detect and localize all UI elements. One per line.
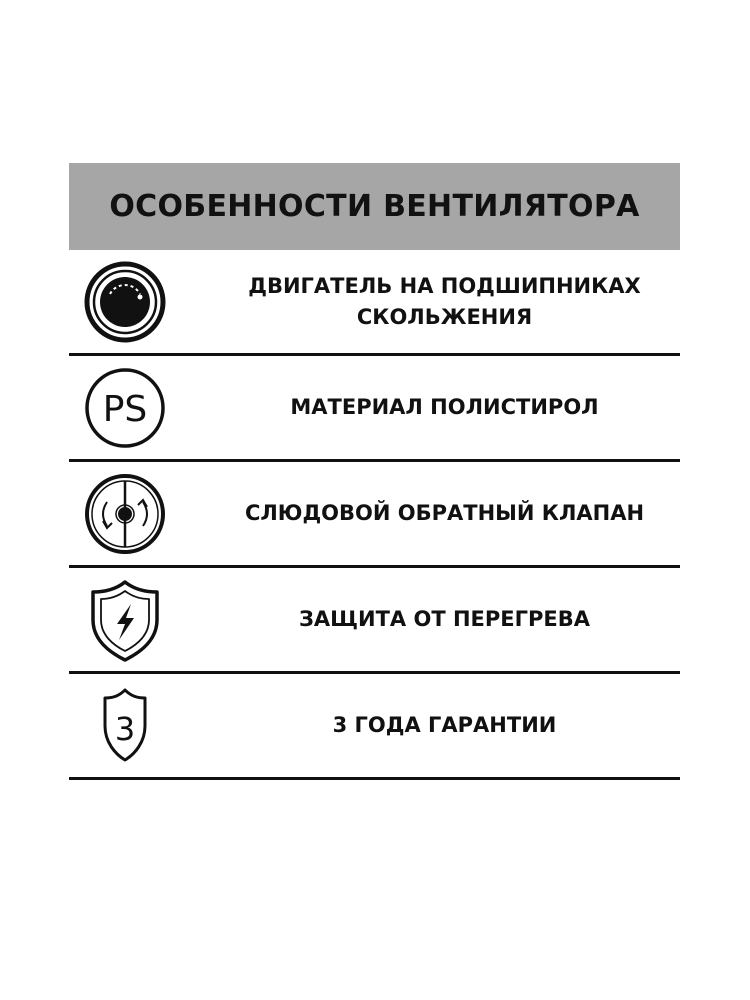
feature-row-valve <box>69 462 680 568</box>
features-list <box>69 250 680 780</box>
features-header <box>69 163 680 250</box>
feature-label-valve: СЛЮДОВОЙ ОБРАТНЫЙ КЛАПАН <box>244 501 645 526</box>
feature-row-overheat <box>69 568 680 674</box>
feature-row-warranty <box>69 674 680 780</box>
page-title: ОСОБЕННОСТИ ВЕНТИЛЯТОРА <box>109 189 640 224</box>
warranty-icon-text: 3 <box>114 710 136 748</box>
shield-lightning-icon <box>81 578 169 662</box>
check-valve-icon <box>81 472 169 556</box>
feature-label-material: МАТЕРИАЛ ПОЛИСТИРОЛ <box>290 395 599 420</box>
bearing-icon <box>81 260 169 344</box>
feature-row-bearing <box>69 250 680 356</box>
feature-label-overheat: ЗАЩИТА ОТ ПЕРЕГРЕВА <box>299 607 590 632</box>
warranty-shield-icon <box>81 684 169 768</box>
feature-label-warranty: 3 ГОДА ГАРАНТИИ <box>332 713 557 738</box>
ps-material-icon <box>81 366 169 450</box>
ps-icon-text: PS <box>102 389 148 430</box>
feature-row-material <box>69 356 680 462</box>
feature-label-bearing: ДВИГАТЕЛЬ НА ПОДШИПНИКАХ СКОЛЬЖЕНИЯ <box>248 274 641 329</box>
